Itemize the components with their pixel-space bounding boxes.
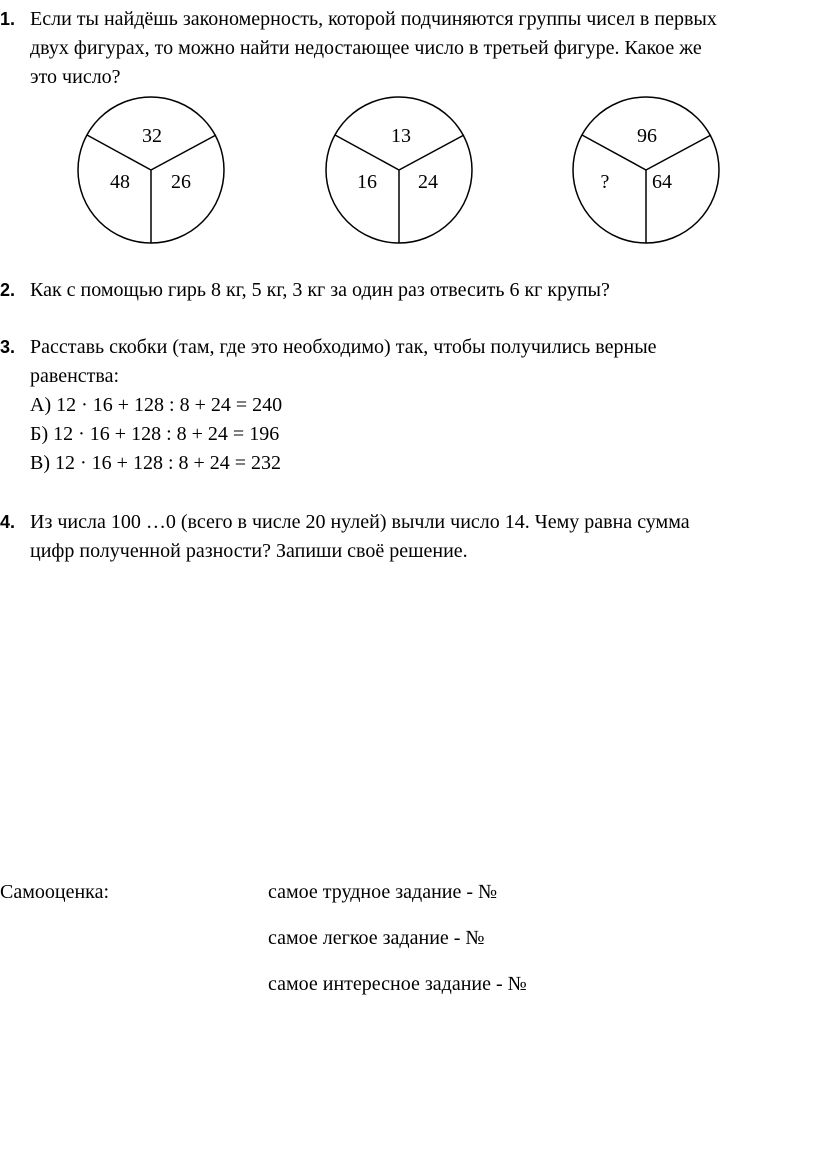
figure-1-top-number: 32 bbox=[142, 125, 162, 147]
figure-2-left-number: 16 bbox=[357, 171, 377, 193]
task-2-text: Как с помощью гирь 8 кг, 5 кг, 3 кг за один раз отвесить 6 кг крупы? bbox=[30, 279, 610, 301]
figure-3-top-number: 96 bbox=[637, 125, 657, 147]
figure-3-right-number: 64 bbox=[652, 171, 672, 193]
task-3-equation-a: А) 12 · 16 + 128 : 8 + 24 = 240 bbox=[30, 394, 283, 416]
circle-figure-1 bbox=[76, 95, 226, 245]
task-3-text-line-2: равенства: bbox=[30, 365, 120, 387]
task-1-text-line-1: Если ты найдёшь закономерность, которой подчиняются группы чисел в первых bbox=[30, 8, 717, 30]
self-assessment-label: Самооценка: bbox=[0, 881, 110, 903]
task-3-equation-b: Б) 12 · 16 + 128 : 8 + 24 = 196 bbox=[30, 423, 280, 445]
most-interesting-task-line: самое интересное задание - № bbox=[268, 973, 527, 995]
circle-figure-2 bbox=[324, 95, 474, 245]
task-4-number: 4. bbox=[0, 512, 16, 532]
task-1-text-line-3: это число? bbox=[30, 66, 121, 88]
task-4-text-line-2: цифр полученной разности? Запиши своё решение. bbox=[30, 540, 468, 562]
figure-1-left-number: 48 bbox=[110, 171, 130, 193]
hardest-task-line: самое трудное задание - № bbox=[268, 881, 498, 903]
task-3-number: 3. bbox=[0, 337, 16, 357]
figure-1-right-number: 26 bbox=[171, 171, 191, 193]
task-1-number: 1. bbox=[0, 9, 16, 29]
easiest-task-line: самое легкое задание - № bbox=[268, 927, 485, 949]
task-3-text-line-1: Расставь скобки (там, где это необходимо) так, чтобы получились верные bbox=[30, 336, 657, 358]
task-2-number: 2. bbox=[0, 280, 16, 300]
figure-3-missing-number: ? bbox=[600, 171, 610, 193]
figure-2-right-number: 24 bbox=[418, 171, 438, 193]
figure-2-top-number: 13 bbox=[391, 125, 411, 147]
task-4-text-line-1: Из числа 100 …0 (всего в числе 20 нулей) вычли число 14. Чему равна сумма bbox=[30, 511, 690, 533]
circle-figure-3 bbox=[571, 95, 721, 245]
task-1-text-line-2: двух фигурах, то можно найти недостающее число в третьей фигуре. Какое же bbox=[30, 37, 702, 59]
divider-line-left bbox=[335, 135, 399, 170]
task-3-equation-v: В) 12 · 16 + 128 : 8 + 24 = 232 bbox=[30, 452, 282, 474]
